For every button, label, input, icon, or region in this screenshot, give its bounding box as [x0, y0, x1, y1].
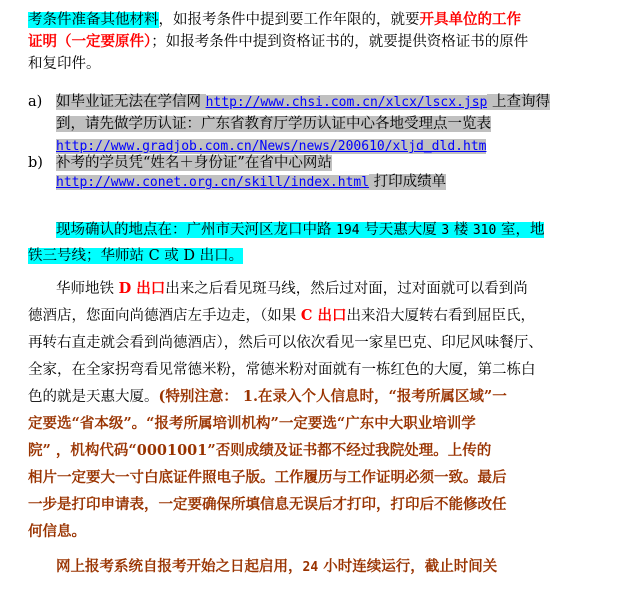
site-text-a: 现场确认的地点在：广州市天河区龙口中路	[56, 222, 337, 238]
notice-line10: 何信息。	[28, 523, 86, 540]
site-line2	[28, 245, 243, 267]
para1-red-emphasis: 开具单位的工作	[419, 11, 521, 28]
item-b-marker: b)	[28, 155, 43, 171]
site-text-2: 铁三号线；华师站 C 或 D 出口。	[28, 248, 244, 264]
site-floor: 3	[441, 223, 450, 238]
notice-line6: 定要选“省本级”。“报考所属培训机构”一定要选“广东中大职业培训学	[28, 415, 476, 432]
site-text-c: 楼	[449, 222, 473, 238]
site-text-b: 号天惠大厦	[359, 222, 442, 238]
directions-text-2: 德酒店，您面向尚德酒店左手边走，（如果	[28, 308, 301, 324]
site-street-number: 194	[336, 223, 360, 238]
directions-text-5: 色的就是天惠大厦。	[28, 389, 159, 405]
para1-text-3: 和复印件。	[28, 56, 101, 72]
footer-text-a: 网上报考系统自报考开始之日起启用，	[56, 558, 303, 575]
special-notice: (特别注意： 1.在录入个人信息时，“报考所属区域”一	[158, 388, 507, 405]
directions-text: 华师地铁	[56, 281, 119, 297]
directions-line5	[28, 386, 507, 408]
item-b-text: 补考的学员凭“姓名＋身份证”在省中心网站	[56, 155, 332, 171]
exit-c-label: C 出口	[300, 307, 347, 324]
notice-line9: 一步是打印申请表，一定要确保所填信息无误后才打印，打印后不能修改任	[28, 496, 507, 513]
site-line1	[56, 219, 544, 242]
site-text-d: 室，地	[496, 222, 545, 238]
item-a-marker: a)	[28, 94, 43, 110]
item-a-text: 如毕业证无法在学信网	[56, 94, 206, 110]
para1-text: ，如报考条件中提到要工作年限的，就要	[158, 12, 420, 28]
notice-line7: 院” ，机构代码“0001001”否则成绩及证书都不经过我院处理。上传的	[28, 442, 492, 459]
directions-text-2b: 出来沿大厦转右看到屈臣氏，	[346, 308, 535, 324]
directions-line1	[56, 278, 528, 300]
para1-highlight: 考条件准备其他材料	[28, 12, 159, 28]
directions-line2	[28, 305, 535, 327]
para1-line3	[28, 53, 101, 75]
item-a-line1	[56, 91, 550, 114]
directions-text-b: 出来之后看见斑马线，然后过对面，过对面就可以看到尚	[165, 281, 528, 297]
item-b-text-end: 打印成绩单	[369, 174, 447, 190]
footer-line1	[56, 556, 497, 579]
para1-text-2: ；如报考条件中提到资格证书的，就要提供资格证书的原件	[151, 34, 529, 50]
site-text	[56, 222, 544, 238]
directions-line4: 全家，在全家拐弯看见常德米粉，常德米粉对面就有一栋红色的大厦，第二栋白	[28, 362, 536, 378]
gradjob-link[interactable]: http://www.gradjob.com.cn/News/news/200610/xljd_dld.htm	[56, 139, 487, 154]
exit-d-label: D 出口	[118, 280, 166, 297]
para1-line1	[28, 9, 521, 31]
notice-line8: 相片一定要大一寸白底证件照电子版。工作履历与工作证明必须一致。最后	[28, 469, 507, 486]
item-b-line2	[56, 171, 446, 194]
item-a-text-2: 到，请先做学历认证：广东省教育厅学历认证中心各地受理点一览表	[56, 116, 491, 132]
para1-line2	[28, 31, 528, 53]
directions-line3: 再转右直走就会看到尚德酒店），然后可以依次看见一家星巴克、印尼风味餐厅、	[28, 335, 543, 351]
item-a-line2	[56, 113, 491, 135]
site-room: 310	[472, 223, 497, 238]
footer-hours: 24	[302, 560, 319, 575]
conet-link[interactable]: http://www.conet.org.cn/skill/index.html	[56, 175, 370, 190]
item-a-text-end: 上查询得	[487, 94, 550, 110]
chsi-link[interactable]: http://www.chsi.com.cn/xlcx/lscx.jsp	[205, 95, 488, 110]
para1-red-emphasis-2: 证明（一定要原件）	[28, 33, 152, 50]
footer-text-b: 小时连续运行，截止时间关	[318, 558, 498, 575]
